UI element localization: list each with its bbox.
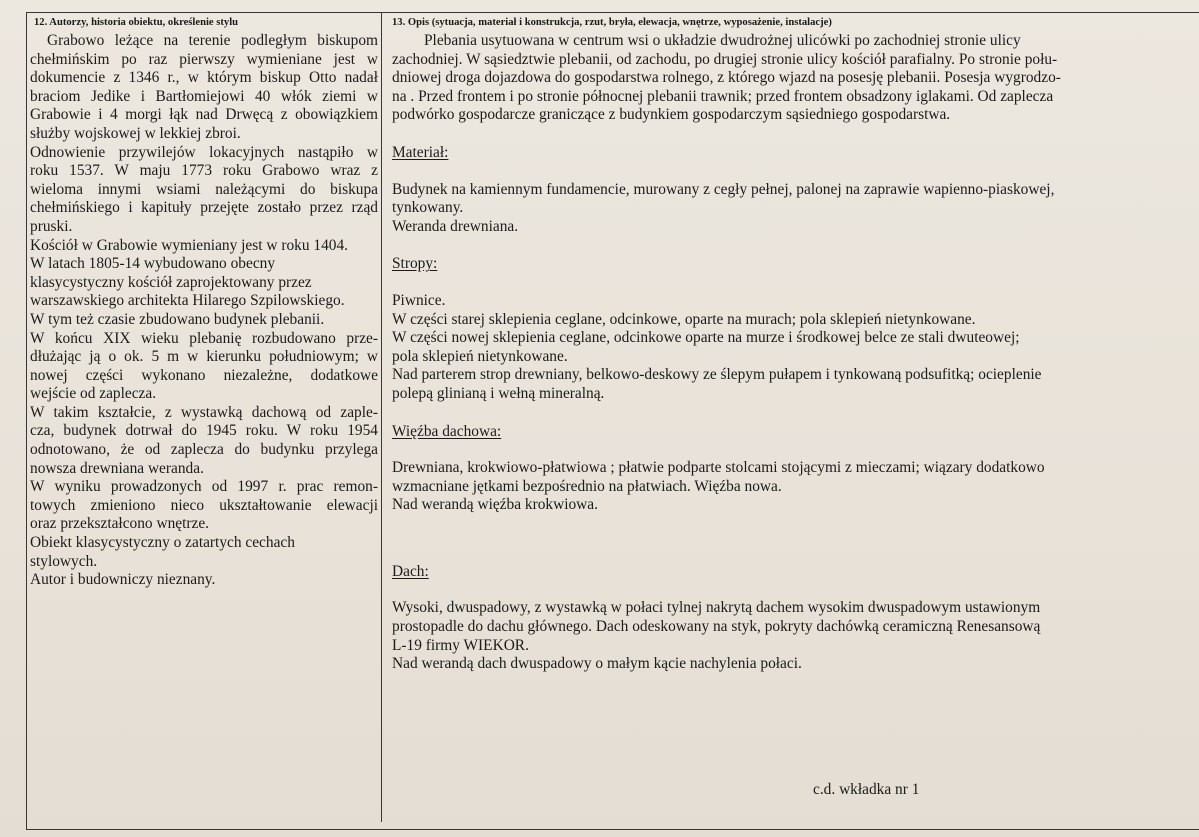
history-line: stylowych.	[30, 552, 98, 570]
description-line: dniowej droga dojazdowa do gospodarstwa rolnego, z którego wjazd na posesję plebanii. Posesja wygrodzo-	[392, 69, 1061, 87]
history-line: Grabowo leżące na terenie podległym biskupom	[47, 32, 378, 49]
material-heading: Materiał:	[392, 143, 449, 161]
history-line: cza, budynek dotrwał do 1945 roku. W roku 1954	[30, 422, 378, 440]
wiezba-line: Nad werandą więźba krokwiowa.	[392, 496, 598, 514]
history-line: W takim kształcie, z wystawką dachową od zaple-	[30, 403, 378, 421]
history-line: W latach 1805-14 wybudowano obecny	[30, 255, 276, 273]
dach-line: Nad werandą dach dwuspadowy o małym kącie nachylenia połaci.	[392, 655, 802, 673]
history-line: klasycystyczny kościół zaprojektowany przez	[30, 273, 312, 291]
history-line: towych zmieniono nieco ukształtowanie elewacji	[30, 496, 378, 514]
column-divider	[381, 12, 382, 822]
wiezba-heading: Więźba dachowa:	[392, 422, 502, 440]
history-line: wieloma innymi wsiami należącymi do biskupa	[30, 180, 378, 198]
description-line: podwórko gospodarcze graniczące z budynkiem gospodarczym sąsiedniego gospodarstwa.	[392, 106, 951, 124]
history-line: dokumencie z 1346 r., w którym biskup Otto nadał	[30, 69, 378, 87]
material-line: Weranda drewniana.	[392, 217, 519, 235]
history-line: W tym też czasie zbudowano budynek plebanii.	[30, 310, 325, 328]
frame-left-rule	[26, 12, 27, 830]
history-line: braciom Jedike i Bartłomiejowi 40 włók ziemi w	[30, 87, 378, 105]
history-line: Grabowie i 4 morgi łąk nad Drwęcą z obowiązkiem	[30, 106, 378, 124]
wiezba-line: wzmacniane jętkami bezpośrednio na płatwiach. Więźba nowa.	[392, 477, 782, 495]
history-line: nowej części wykonano niezależne, dodatkowe	[30, 366, 378, 384]
history-line: odnotowano, że od zaplecza do budynku przylega	[30, 441, 378, 459]
frame-bottom-rule	[26, 829, 1199, 830]
history-line: warszawskiego architekta Hilarego Szpilowskiego.	[30, 292, 345, 310]
stropy-heading: Stropy:	[392, 255, 438, 273]
stropy-line: pola sklepień nietynkowane.	[392, 347, 568, 365]
wiezba-line: Drewniana, krokwiowo-płatwiowa ; płatwie podparte stolcami stojącymi z mieczami; wiązary dodatkowo	[392, 459, 1045, 477]
continuation-note: c.d. wkładka nr 1	[813, 781, 920, 798]
history-line: Kościół w Grabowie wymieniany jest w roku 1404.	[30, 236, 349, 254]
history-line: chełmińskim po raz pierwszy wymieniane jest w	[30, 50, 378, 68]
frame-top-rule	[26, 12, 1199, 13]
dach-line: prostopadle do dachu głównego. Dach odeskowany na styk, pokryty dachówką ceramiczną Renesansową	[392, 618, 1041, 636]
dach-heading: Dach:	[392, 562, 429, 580]
history-line: W wyniku prowadzonych od 1997 r. prac remon-	[30, 478, 378, 496]
history-line: Odnowienie przywilejów lokacyjnych nastąpiło w	[30, 143, 378, 161]
history-line: W końcu XIX wieku plebanię rozbudowano prze-	[30, 329, 378, 347]
description-line: Plebania usytuowana w centrum wsi o układzie dwudrożnej ulicówki po zachodniej stronie ulicy	[424, 32, 1021, 49]
description-line: zachodniej. W sąsiedztwie plebanii, od zachodu, po drugiej stronie ulicy kościół parafialny. Po stronie połu-	[392, 50, 1058, 68]
history-line: Autor i budowniczy nieznany.	[30, 571, 216, 589]
history-line: oraz przekształcono wnętrze.	[30, 515, 210, 533]
material-line: Budynek na kamiennym fundamencie, murowany z cegły pełnej, palonej na zaprawie wapienno-piaskowej,	[392, 180, 1055, 198]
dach-line: L-19 firmy WIEKOR.	[392, 636, 529, 654]
description-line: na . Przed frontem i po stronie północnej plebanii trawnik; przed frontem obsadzony iglakami. Od zaplecza	[392, 87, 1054, 105]
dach-line: Wysoki, dwuspadowy, z wystawką w połaci tylnej nakrytą dachem wysokim dwuspadowym ustawionym	[392, 599, 1041, 617]
description-section	[392, 16, 1122, 674]
stropy-line: W części nowej sklepienia ceglane, odcinkowe oparte na murze i środkowej belce ze stali dwuteowej;	[392, 329, 1020, 347]
material-line: tynkowany.	[392, 199, 464, 217]
description-heading: 13. Opis (sytuacja, materiał i konstrukcja, rzut, bryła, elewacja, wnętrze, wyposażenie, instalacje)	[392, 17, 832, 28]
history-line: Obiekt klasycystyczny o zatartych cechach	[30, 534, 295, 552]
history-line: służby wojskowej w lekkiej zbroi.	[30, 124, 241, 142]
stropy-line: W części starej sklepienia ceglane, odcinkowe, oparte na murach; pola sklepień nietynkowane.	[392, 310, 976, 328]
history-section	[30, 16, 378, 590]
history-line: dłużając ją o ok. 5 m w kierunku południowym; w	[30, 348, 378, 366]
history-line: pruski.	[30, 217, 73, 235]
history-line: wejście od zaplecza.	[30, 385, 157, 403]
stropy-line: polepą glinianą i wełną mineralną.	[392, 384, 605, 402]
stropy-line: Nad parterem strop drewniany, belkowo-deskowy ze ślepym pułapem i tynkowaną podsufitką; ocieplenie	[392, 366, 1042, 384]
history-line: nowsza drewniana weranda.	[30, 459, 204, 477]
history-line: chełmińskiego i kapituły przejęte zostało przez rząd	[30, 199, 378, 217]
history-line: roku 1537. W maju 1773 roku Grabowo wraz z	[30, 162, 378, 180]
stropy-line: Piwnice.	[392, 291, 446, 309]
history-heading: 12. Autorzy, historia obiektu, określenie stylu	[34, 17, 239, 28]
